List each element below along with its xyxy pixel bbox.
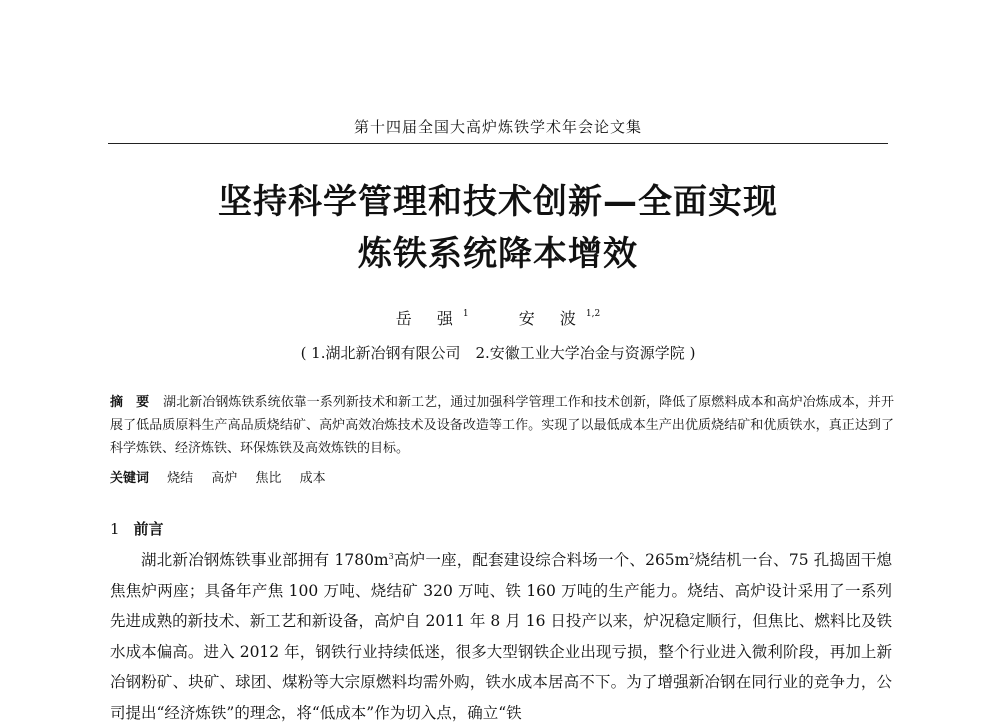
paper-title: [110, 176, 886, 280]
running-header: 第十四届全国大高炉炼铁学术年会论文集: [353, 118, 642, 136]
superscript: 3: [388, 552, 394, 561]
keyword: 成本: [299, 471, 326, 486]
title-line-1: 坚持科学管理和技术创新—全面实现: [218, 182, 778, 222]
keyword: 高炉: [211, 471, 238, 486]
affiliation: ( 1.湖北新冶钢有限公司 2.安徽工业大学冶金与资源学院 ): [300, 344, 696, 362]
section-title: 前言: [133, 520, 164, 538]
abstract: [110, 391, 894, 460]
title-line-2: 炼铁系统降本增效: [358, 234, 638, 274]
section-number: 1: [110, 520, 120, 538]
section-heading: [110, 518, 164, 539]
body-paragraph: [110, 542, 892, 728]
keyword: 烧结: [167, 471, 194, 486]
keyword: 焦比: [255, 471, 282, 486]
keywords-label: 关键词: [110, 471, 150, 486]
abstract-label: 摘 要: [110, 395, 150, 410]
abstract-text: 湖北新冶钢炼铁系统依靠一系列新技术和新工艺，通过加强科学管理工作和技术创新，降低了原燃料成本和高炉冶炼成本，并开展了低品质原料生产高品质烧结矿、高炉高效冶炼技术及设备改造等工作。实现了以最低成本生产出优质烧结矿和优质铁水，真正达到了科学炼铁、经济炼铁、环保炼铁及高效炼铁的目标。: [110, 395, 894, 456]
author-list: [110, 306, 886, 329]
author-name: 岳 强: [395, 309, 463, 328]
author-affil-mark: 1: [462, 309, 469, 319]
paragraph-text: 高炉一座，配套建设综合料场一个、265m: [393, 551, 690, 569]
author-name: 安 波: [518, 309, 586, 328]
superscript: 2: [689, 552, 695, 561]
paragraph-text: 烧结机一台、75 孔捣固干熄焦焦炉两座；具备年产焦 100 万吨、烧结矿 320 万吨、铁 160 万吨的生产能力。烧结、高炉设计采用了一系列先进成熟的新技术、新工艺和新设备，高炉自 2011 年 8 月 16 日投产以来，炉况稳定顺行，但焦比、燃料比及铁水成本偏高。进入 2012 年，钢铁行业持续低迷，很多大型钢铁企业出现亏损，整个行业进入微利阶段，再加上新冶钢粉矿、块矿、球团、煤粉等大宗原燃料均需外购，铁水成本居高不下。为了增强新冶钢在同行业的竞争力，公司提出“经济炼铁”的理念，将“低成本”作为切入点，确立“铁: [110, 551, 892, 722]
paragraph-text: 湖北新冶钢炼铁事业部拥有 1780m: [141, 551, 389, 569]
keywords: [110, 467, 894, 490]
author-affil-mark: 1,2: [585, 309, 601, 319]
header-rule: [108, 143, 888, 144]
